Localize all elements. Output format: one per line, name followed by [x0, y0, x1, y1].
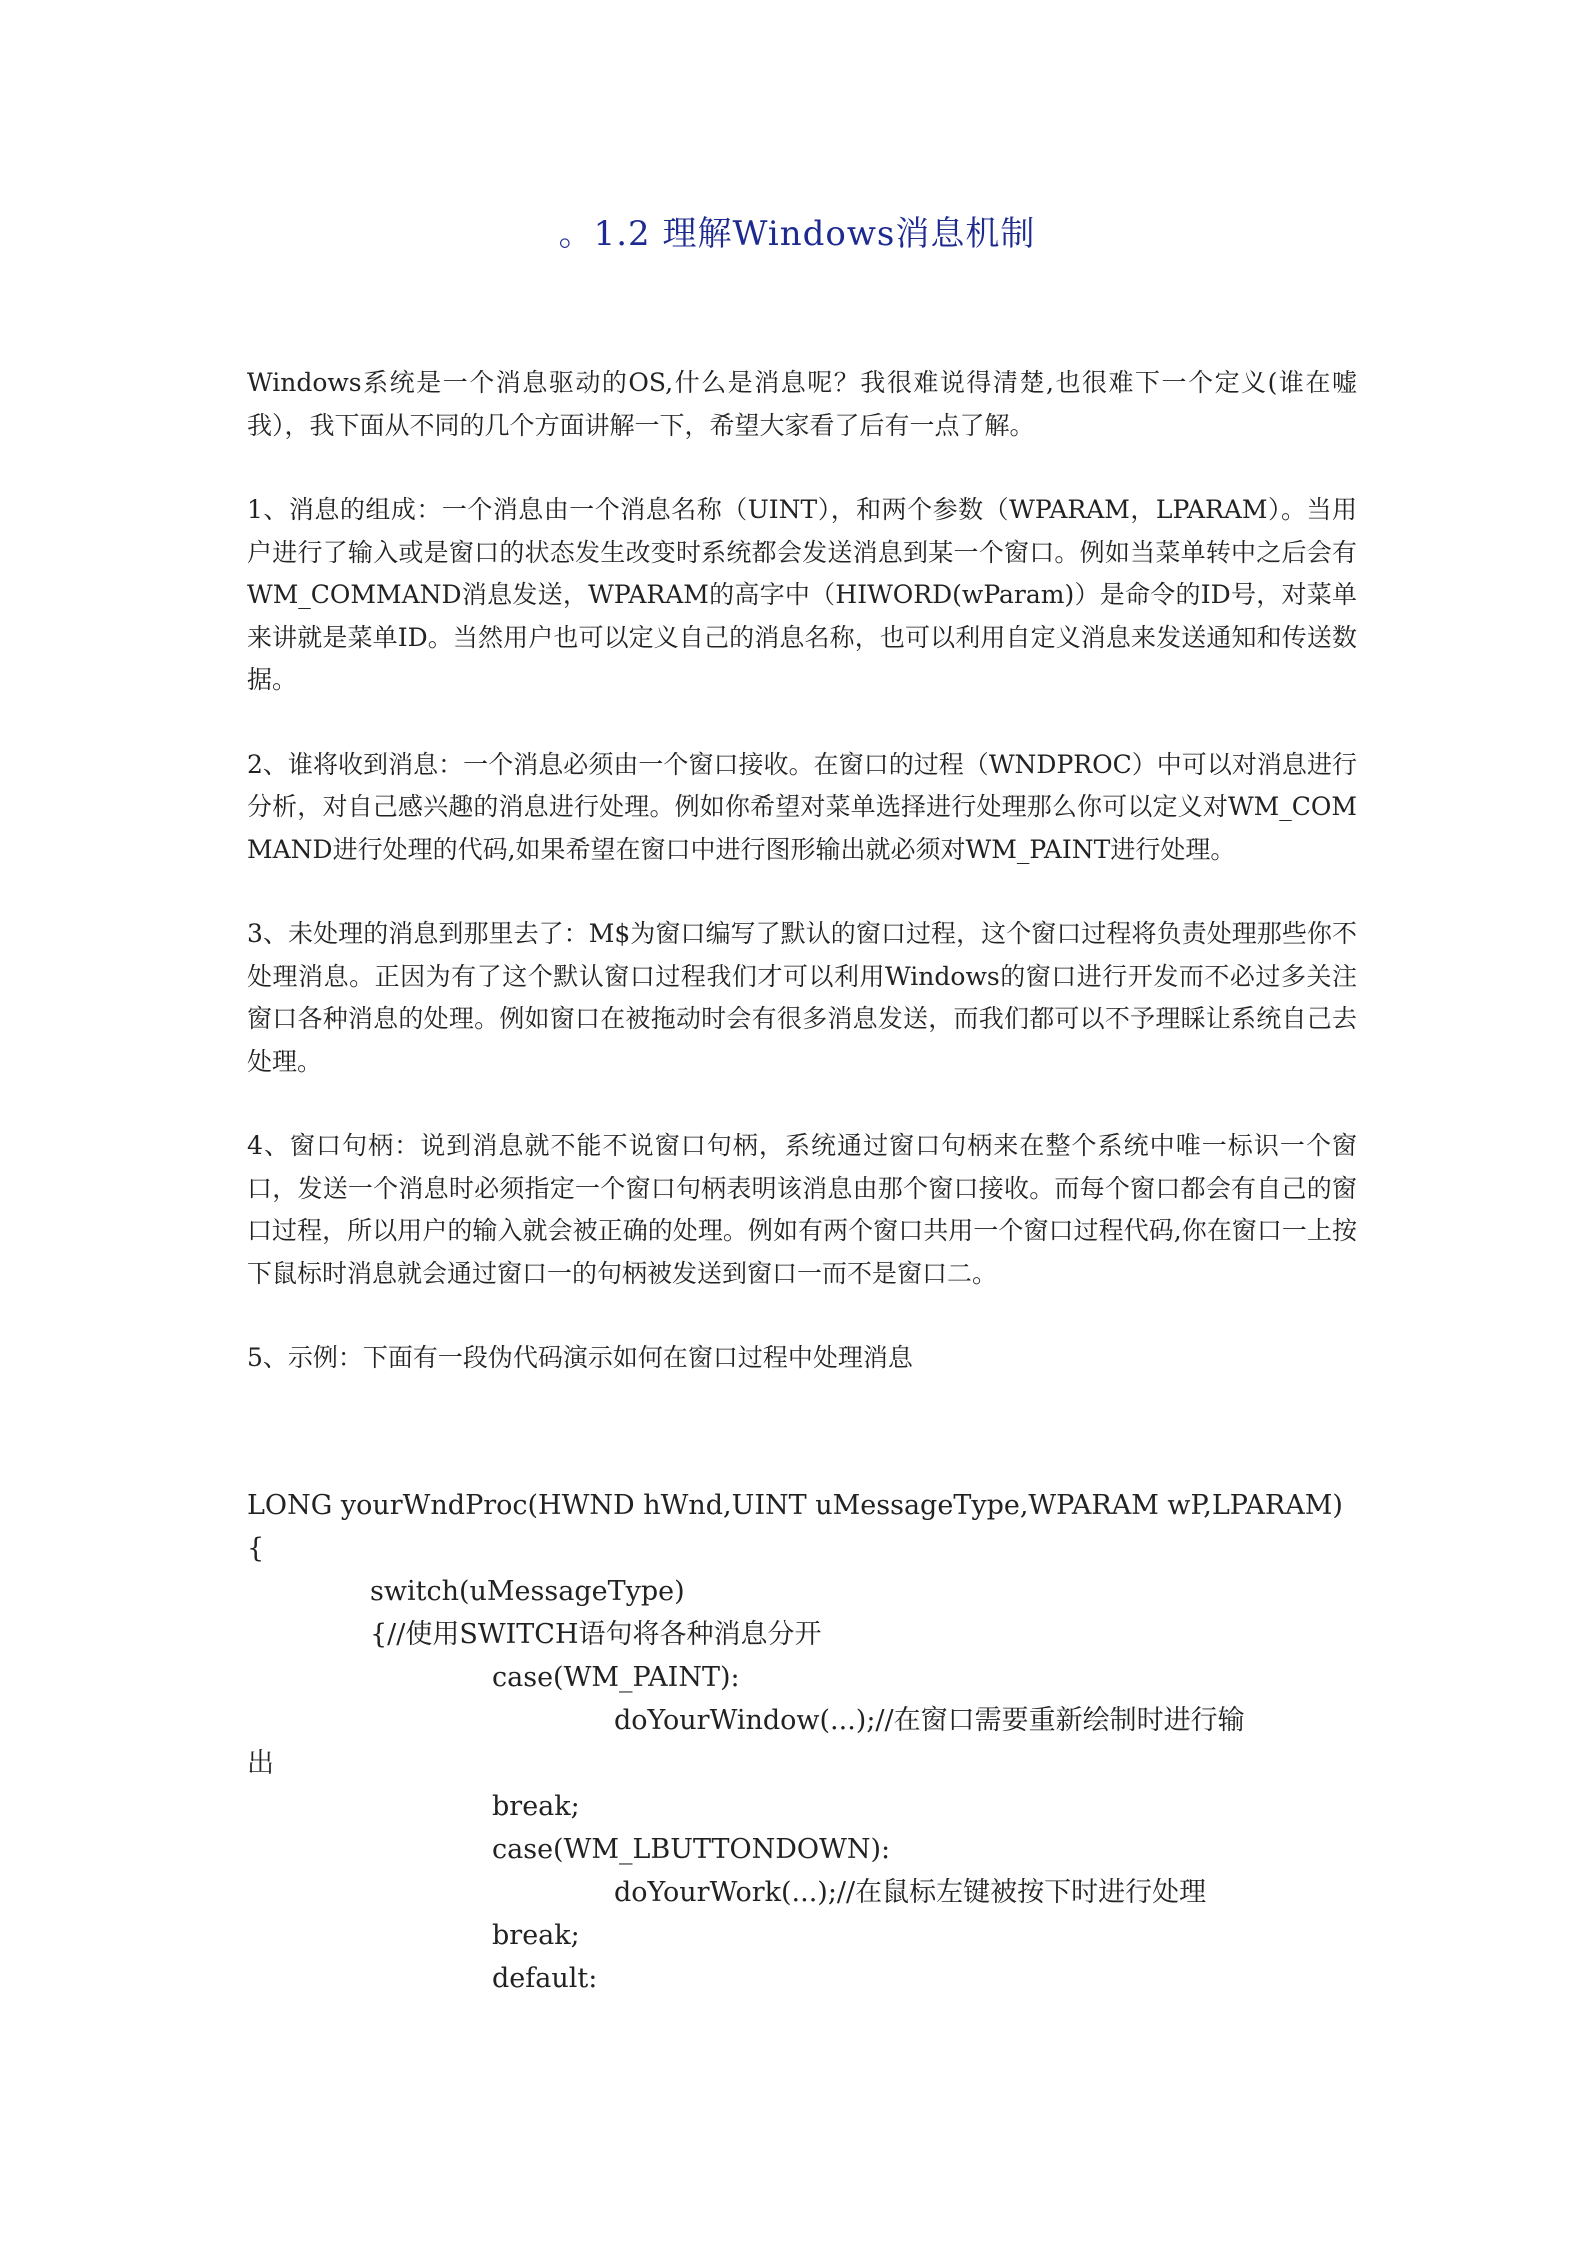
intro-paragraph: Windows系统是一个消息驱动的OS,什么是消息呢？我很难说得清楚,也很难下一个定义(谁在嘘我），我下面从不同的几个方面讲解一下，希望大家看了后有一点了解。: [247, 368, 1357, 440]
section-paragraph-1: 1、消息的组成：一个消息由一个消息名称（UINT），和两个参数（WPARAM，LPARAM）。当用户进行了输入或是窗口的状态发生改变时系统都会发送消息到某一个窗口。例如当菜单转中之后会有WM_COMMAND消息发送，WPARAM的高字中（HIWORD(wParam)）是命令的ID号，对菜单来讲就是菜单ID。当然用户也可以定义自己的消息名称，也可以利用自定义消息来发送通知和传送数据。: [247, 495, 1357, 694]
section-paragraph-2: 2、谁将收到消息：一个消息必须由一个窗口接收。在窗口的过程（WNDPROC）中可以对消息进行分析，对自己感兴趣的消息进行处理。例如你希望对菜单选择进行处理那么你可以定义对WM_COMMAND进行处理的代码,如果希望在窗口中进行图形输出就必须对WM_PAINT进行处理。: [247, 749, 1357, 864]
code-line: case(WM_LBUTTONDOWN):: [492, 1834, 891, 1865]
code-line: doYourWork(...);//在鼠标左键被按下时进行处理: [614, 1877, 1207, 1908]
section-paragraph-4: 4、窗口句柄：说到消息就不能不说窗口句柄，系统通过窗口句柄来在整个系统中唯一标识一个窗口，发送一个消息时必须指定一个窗口句柄表明该消息由那个窗口接收。而每个窗口都会有自己的窗口过程，所以用户的输入就会被正确的处理。例如有两个窗口共用一个窗口过程代码,你在窗口一上按下鼠标时消息就会通过窗口一的句柄被发送到窗口一而不是窗口二。: [247, 1131, 1357, 1288]
code-line: break;: [492, 1920, 580, 1951]
code-line: 出: [247, 1748, 274, 1779]
code-line: LONG yourWndProc(HWND hWnd,UINT uMessageType,WPARAM wP,LPARAM): [247, 1490, 1343, 1521]
code-line: switch(uMessageType): [370, 1576, 685, 1607]
body-text: [247, 362, 1357, 1422]
code-line: case(WM_PAINT):: [492, 1662, 740, 1693]
page-title: 。1.2 理解Windows消息机制: [558, 214, 1036, 254]
code-line: default:: [492, 1963, 598, 1994]
code-block: [247, 1484, 1357, 2000]
section-paragraph-3: 3、未处理的消息到那里去了：M$为窗口编写了默认的窗口过程，这个窗口过程将负责处理那些你不处理消息。正因为有了这个默认窗口过程我们才可以利用Windows的窗口进行开发而不必过多关注窗口各种消息的处理。例如窗口在被拖动时会有很多消息发送，而我们都可以不予理睬让系统自己去处理。: [247, 919, 1357, 1076]
code-line: {: [247, 1533, 265, 1564]
code-line: doYourWindow(...);//在窗口需要重新绘制时进行输: [614, 1705, 1245, 1736]
section-paragraph-5: 5、示例：下面有一段伪代码演示如何在窗口过程中处理消息: [247, 1343, 913, 1372]
code-line: break;: [492, 1791, 580, 1822]
code-line: {//使用SWITCH语句将各种消息分开: [370, 1619, 822, 1650]
